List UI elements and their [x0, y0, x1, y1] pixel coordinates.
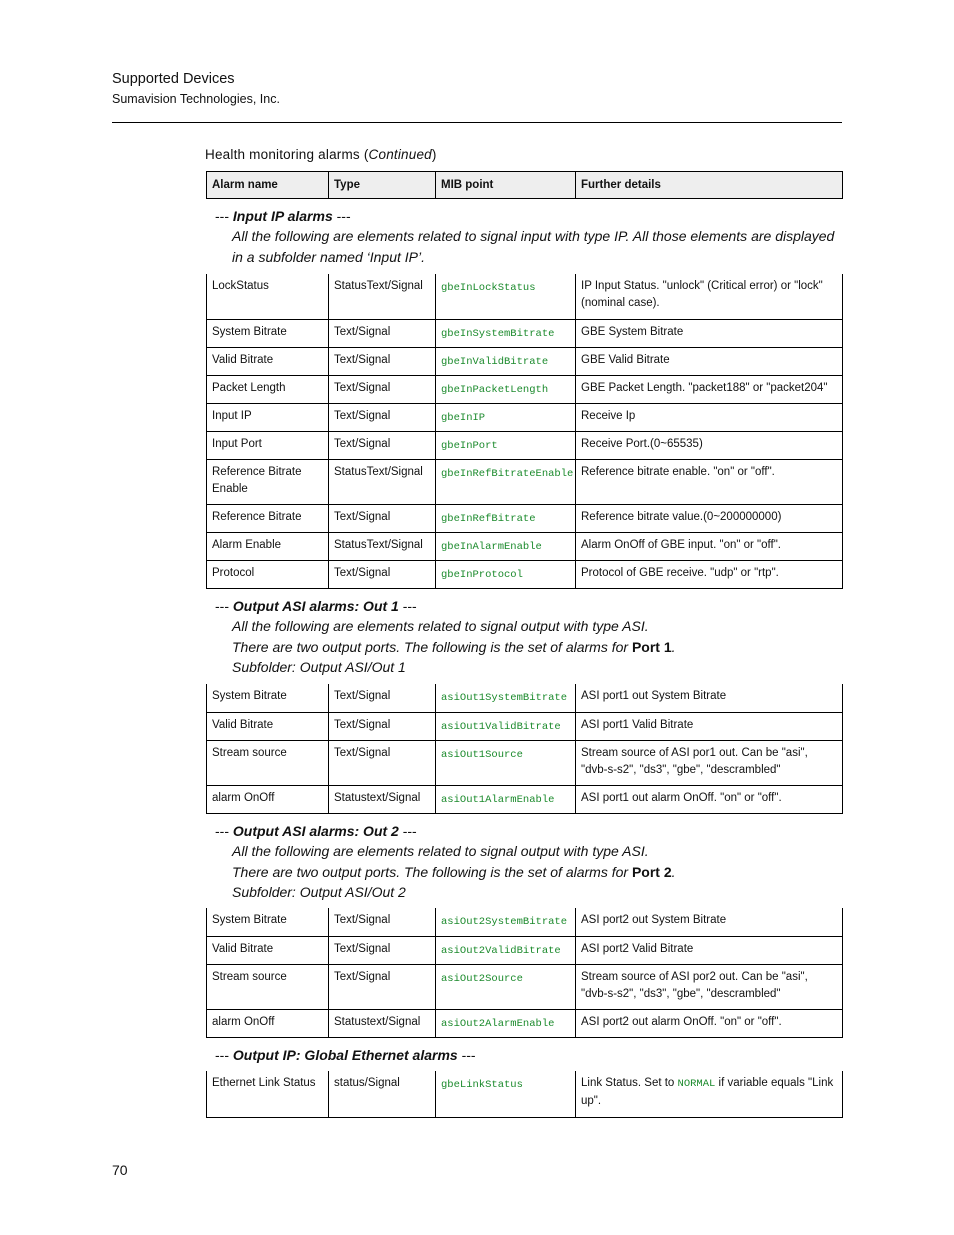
alarm-name-cell: System Bitrate: [207, 319, 329, 347]
table-row: [207, 274, 843, 319]
input-ip-rows: [207, 274, 843, 588]
column-header-row: [207, 172, 843, 199]
table-row: [207, 319, 843, 347]
mib-point-cell: gbeInAlarmEnable: [436, 532, 576, 560]
section-title: Output ASI alarms: Out 1: [232, 598, 399, 614]
type-cell: Text/Signal: [329, 936, 436, 964]
section-title: Output ASI alarms: Out 2: [232, 823, 399, 839]
alarm-name-cell: System Bitrate: [207, 908, 329, 936]
table-row: [207, 375, 843, 403]
table-input-ip: [206, 274, 842, 589]
mib-point-cell: asiOut1Source: [436, 740, 576, 785]
alarm-name-cell: LockStatus: [207, 274, 329, 319]
section-heading: [215, 206, 843, 226]
section-output-ip-ethernet: [215, 1045, 843, 1065]
section-title: Output IP: Global Ethernet alarms: [232, 1047, 458, 1063]
desc-text: There are two output ports. The following is the set of alarms for: [232, 863, 632, 880]
details-cell: Receive Ip: [576, 403, 843, 431]
section-title: Input IP alarms: [232, 208, 333, 224]
output-asi-out2-rows: [207, 908, 843, 1037]
details-cell: ASI port2 Valid Bitrate: [576, 936, 843, 964]
alarm-name-cell: Stream source: [207, 964, 329, 1009]
mib-point-cell: gbeInIP: [436, 403, 576, 431]
details-cell: Alarm OnOff of GBE input. "on" or "off".: [576, 532, 843, 560]
section-suffix: ---: [457, 1047, 476, 1063]
details-cell: Stream source of ASI por1 out. Can be "asi", "dvb-s-s2", "ds3", "gbe", "descrambled": [576, 740, 843, 785]
details-cell: GBE System Bitrate: [576, 319, 843, 347]
alarm-name-cell: Packet Length: [207, 375, 329, 403]
output-asi-out1-rows: [207, 684, 843, 813]
table-output-asi-out2: [206, 908, 842, 1038]
details-cell: Reference bitrate value.(0~200000000): [576, 504, 843, 532]
mib-point-cell: asiOut2Source: [436, 964, 576, 1009]
details-text: Link Status. Set to: [581, 1077, 678, 1089]
table-output-ip-ethernet: [206, 1071, 842, 1118]
table-row: [207, 504, 843, 532]
mib-point-cell: gbeInSystemBitrate: [436, 319, 576, 347]
alarm-name-cell: Protocol: [207, 560, 329, 588]
type-cell: Text/Signal: [329, 964, 436, 1009]
type-cell: Statustext/Signal: [329, 785, 436, 813]
column-header-alarm-name: Alarm name: [207, 172, 329, 199]
mib-point-cell: asiOut1AlarmEnable: [436, 785, 576, 813]
type-cell: Text/Signal: [329, 319, 436, 347]
details-cell: ASI port1 Valid Bitrate: [576, 712, 843, 740]
details-cell: Reference bitrate enable. "on" or "off".: [576, 459, 843, 504]
alarm-name-cell: Ethernet Link Status: [207, 1071, 329, 1117]
type-cell: Text/Signal: [329, 347, 436, 375]
page-number: 70: [112, 1162, 128, 1178]
mib-point-cell: gbeInRefBitrate: [436, 504, 576, 532]
table-caption: Health monitoring alarms (Continued): [205, 147, 437, 162]
type-cell: Text/Signal: [329, 712, 436, 740]
alarm-name-cell: Stream source: [207, 740, 329, 785]
table-row: [207, 1071, 843, 1117]
section-output-asi-out1: [215, 596, 843, 677]
table-row: [207, 964, 843, 1009]
details-text: if variable equals "Link up".: [581, 1077, 834, 1107]
alarm-name-cell: Input IP: [207, 403, 329, 431]
details-cell: Stream source of ASI por2 out. Can be "asi", "dvb-s-s2", "ds3", "gbe", "descrambled": [576, 964, 843, 1009]
alarm-name-cell: Alarm Enable: [207, 532, 329, 560]
section-prefix: ---: [215, 1047, 233, 1063]
section-description-line1: All the following are elements related to signal output with type ASI.: [232, 843, 649, 860]
details-cell: GBE Valid Bitrate: [576, 347, 843, 375]
details-cell: GBE Packet Length. "packet188" or "packet204": [576, 375, 843, 403]
alarm-name-cell: Valid Bitrate: [207, 347, 329, 375]
details-cell: Receive Port.(0~65535): [576, 431, 843, 459]
type-cell: Text/Signal: [329, 504, 436, 532]
details-cell: [576, 1071, 843, 1117]
type-cell: status/Signal: [329, 1071, 436, 1117]
table-row: [207, 1009, 843, 1037]
mib-point-cell: asiOut2SystemBitrate: [436, 908, 576, 936]
section-suffix: ---: [398, 598, 417, 614]
section-heading: [215, 1045, 843, 1065]
details-cell: ASI port1 out alarm OnOff. "on" or "off".: [576, 785, 843, 813]
section-output-asi-out2: [215, 821, 843, 902]
details-code: NORMAL: [677, 1078, 716, 1090]
details-cell: ASI port2 out alarm OnOff. "on" or "off".: [576, 1009, 843, 1037]
port-label: Port 2: [631, 863, 672, 880]
section-prefix: ---: [215, 823, 233, 839]
table-row: [207, 684, 843, 712]
port-label: Port 1: [631, 638, 672, 655]
table-row: [207, 908, 843, 936]
mib-point-cell: gbeInProtocol: [436, 560, 576, 588]
type-cell: Text/Signal: [329, 431, 436, 459]
mib-point-cell: asiOut2AlarmEnable: [436, 1009, 576, 1037]
running-header-title: Supported Devices: [112, 71, 235, 87]
caption-continued: Continued: [368, 147, 432, 162]
section-description-line3: Subfolder: Output ASI/Out 2: [232, 883, 406, 900]
section-description-line3: Subfolder: Output ASI/Out 1: [232, 658, 406, 675]
column-header-type: Type: [329, 172, 436, 199]
type-cell: Text/Signal: [329, 740, 436, 785]
section-heading: [215, 821, 843, 841]
mib-point-cell: gbeInValidBitrate: [436, 347, 576, 375]
table-row: [207, 740, 843, 785]
mib-point-cell: gbeInPacketLength: [436, 375, 576, 403]
mib-point-cell: asiOut2ValidBitrate: [436, 936, 576, 964]
table-row: [207, 532, 843, 560]
table-row: [207, 459, 843, 504]
section-suffix: ---: [332, 208, 351, 224]
type-cell: Text/Signal: [329, 403, 436, 431]
mib-point-cell: gbeInLockStatus: [436, 274, 576, 319]
mib-point-cell: gbeInRefBitrateEnable: [436, 459, 576, 504]
type-cell: Text/Signal: [329, 908, 436, 936]
type-cell: StatusText/Signal: [329, 459, 436, 504]
mib-point-cell: asiOut1SystemBitrate: [436, 684, 576, 712]
type-cell: StatusText/Signal: [329, 274, 436, 319]
mib-point-cell: asiOut1ValidBitrate: [436, 712, 576, 740]
section-description-line2: There are two output ports. The following is the set of alarms for Port 2.: [232, 863, 676, 880]
type-cell: Statustext/Signal: [329, 1009, 436, 1037]
table-row: [207, 560, 843, 588]
desc-text: There are two output ports. The following is the set of alarms for: [232, 638, 632, 655]
column-header-further-details: Further details: [576, 172, 843, 199]
alarm-name-cell: alarm OnOff: [207, 1009, 329, 1037]
table-row: [207, 936, 843, 964]
output-ip-ethernet-rows: [207, 1071, 843, 1117]
mib-point-cell: gbeLinkStatus: [436, 1071, 576, 1117]
running-header-subtitle: Sumavision Technologies, Inc.: [112, 92, 280, 106]
details-cell: ASI port1 out System Bitrate: [576, 684, 843, 712]
alarm-name-cell: Reference Bitrate: [207, 504, 329, 532]
section-description: All the following are elements related to signal input with type IP. All those elements are displayed in a subfolder named ‘Input IP’.: [232, 228, 835, 265]
details-cell: Protocol of GBE receive. "udp" or "rtp".: [576, 560, 843, 588]
details-cell: ASI port2 out System Bitrate: [576, 908, 843, 936]
section-description-line1: All the following are elements related to signal output with type ASI.: [232, 618, 649, 635]
section-input-ip: [215, 206, 843, 267]
table-row: [207, 431, 843, 459]
type-cell: Text/Signal: [329, 560, 436, 588]
header-divider: [112, 122, 842, 123]
section-description-line2: There are two output ports. The following is the set of alarms for Port 1.: [232, 638, 676, 655]
table-row: [207, 785, 843, 813]
type-cell: StatusText/Signal: [329, 532, 436, 560]
mib-point-cell: gbeInPort: [436, 431, 576, 459]
alarm-name-cell: Reference Bitrate Enable: [207, 459, 329, 504]
alarm-name-cell: Valid Bitrate: [207, 712, 329, 740]
section-suffix: ---: [398, 823, 417, 839]
details-cell: IP Input Status. "unlock" (Critical error) or "lock" (nominal case).: [576, 274, 843, 319]
alarm-name-cell: alarm OnOff: [207, 785, 329, 813]
header-table: [206, 171, 842, 199]
table-row: [207, 403, 843, 431]
caption-text: Health monitoring alarms: [205, 147, 360, 162]
table-output-asi-out1: [206, 684, 842, 814]
column-header-mib-point: MIB point: [436, 172, 576, 199]
type-cell: Text/Signal: [329, 684, 436, 712]
section-heading: [215, 596, 843, 616]
table-row: [207, 712, 843, 740]
alarm-name-cell: System Bitrate: [207, 684, 329, 712]
table-row: [207, 347, 843, 375]
section-prefix: ---: [215, 598, 233, 614]
alarm-name-cell: Input Port: [207, 431, 329, 459]
type-cell: Text/Signal: [329, 375, 436, 403]
section-prefix: ---: [215, 208, 233, 224]
alarm-name-cell: Valid Bitrate: [207, 936, 329, 964]
